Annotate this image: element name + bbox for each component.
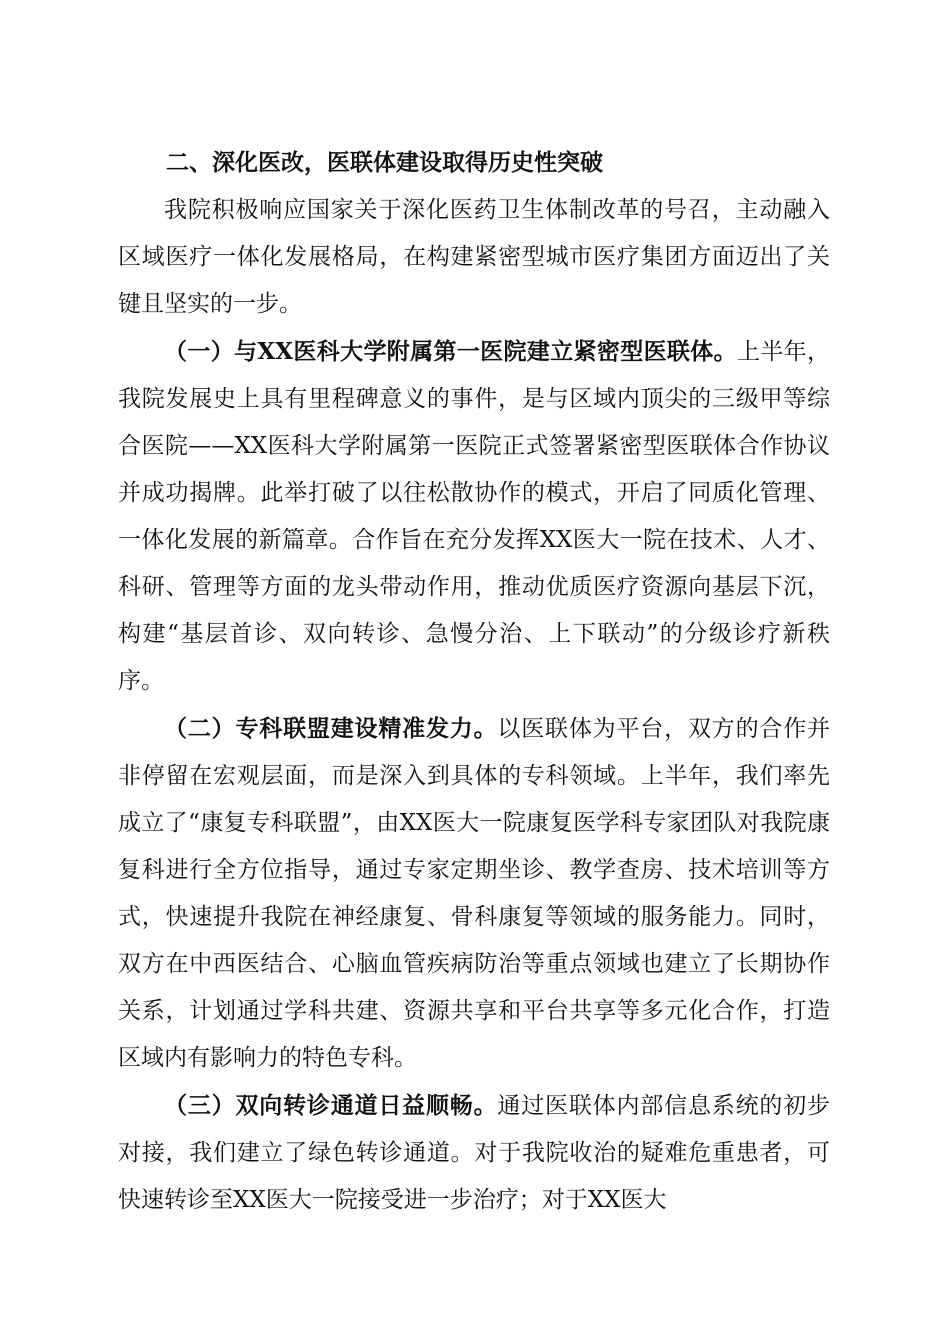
item-3-body: 通过医联体内部信息系统的初步对接，我们建立了绿色转诊通道。对于我院收治的疑难危重患者，可快速转诊至XX医大一院接受进一步治疗；对于XX医大	[118, 1093, 831, 1213]
item-1-lead: （一）与XX医科大学附属第一医院建立紧密型医联体。	[164, 338, 737, 365]
item-1-body: 上半年，我院发展史上具有里程碑意义的事件，是与区域内顶尖的三级甲等综合医院——XX医科大学附属第一医院正式签署紧密型医联体合作协议并成功揭牌。此举打破了以往松散协作的模式，开启了同质化管理、一体化发展的新篇章。合作旨在充分发挥XX医大一院在技术、人才、科研、管理等方面的龙头带动作用，推动优质医疗资源向基层下沉，构建“基层首诊、双向转诊、急慢分治、上下联动”的分级诊疗新秩序。	[118, 339, 831, 694]
section-heading: 二、深化医改，医联体建设取得历史性突破	[166, 150, 603, 176]
document-body	[118, 140, 830, 1224]
intro-paragraph: 我院积极响应国家关于深化医药卫生体制改革的号召，主动融入区域医疗一体化发展格局，在构建紧密型城市医疗集团方面迈出了关键且坚实的一步。	[118, 197, 830, 317]
item-2-lead: （二）专科联盟建设精准发力。	[164, 715, 498, 742]
paragraph-item-3	[118, 1082, 830, 1224]
paragraph-item-2	[118, 705, 830, 1082]
item-3-lead: （三）双向转诊通道日益顺畅。	[164, 1092, 498, 1119]
item-2-body: 以医联体为平台，双方的合作并非停留在宏观层面，而是深入到具体的专科领域。上半年，我们率先成立了“康复专科联盟”，由XX医大一院康复医学科专家团队对我院康复科进行全方位指导，通过专家定期坐诊、教学查房、技术培训等方式，快速提升我院在神经康复、骨科康复等领域的服务能力。同时，双方在中西医结合、心脑血管疾病防治等重点领域也建立了长期协作关系，计划通过学科共建、资源共享和平台共享等多元化合作，打造区域内有影响力的特色专科。	[118, 716, 831, 1071]
paragraph-item-1	[118, 328, 830, 705]
